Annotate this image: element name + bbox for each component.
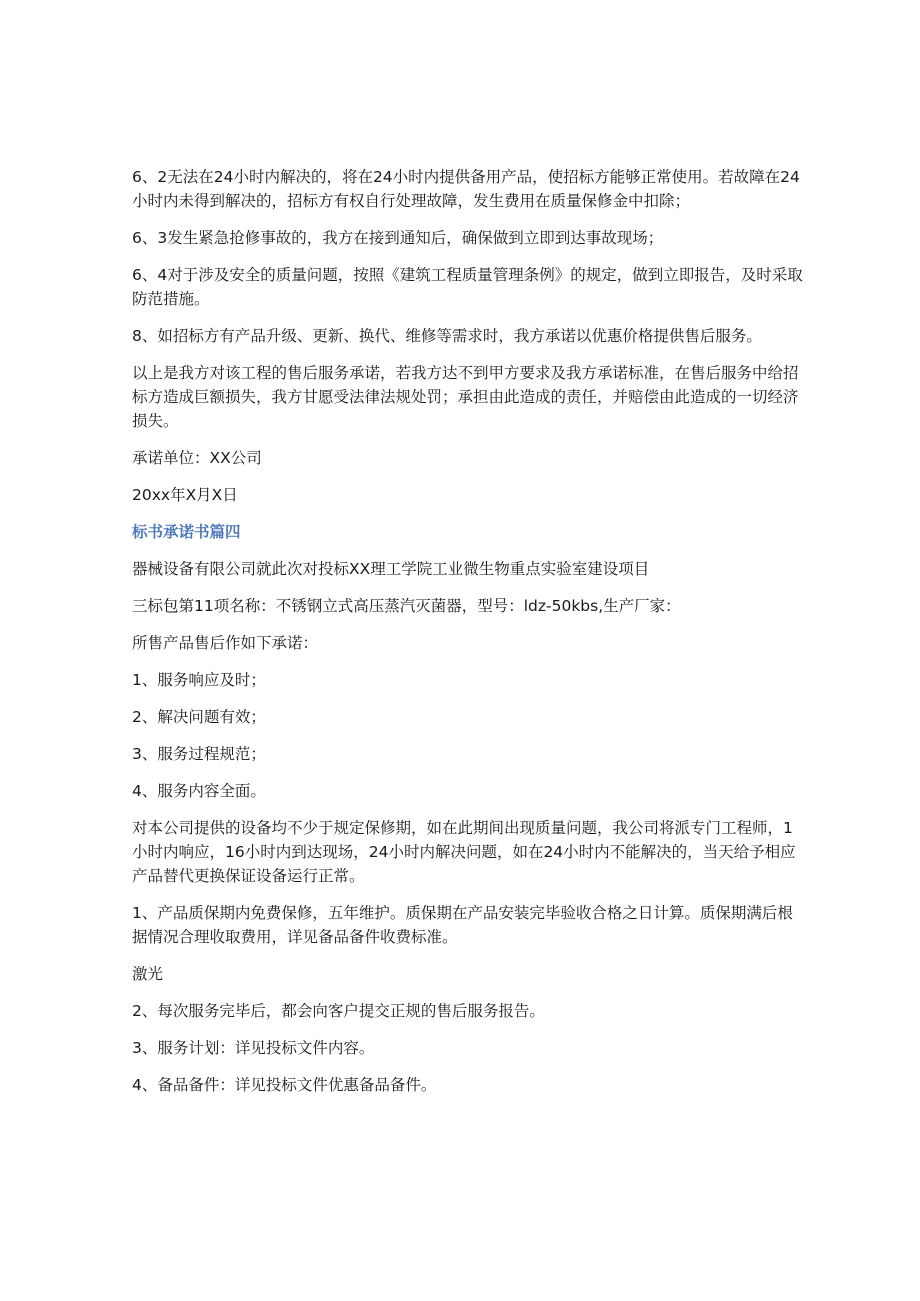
document-page [132, 165, 804, 1110]
warranty-item-2: 2、每次服务完毕后，都会向客户提交正规的售后服务报告。 [132, 1002, 545, 1020]
warranty-item-1: 1、产品质保期内免费保修，五年维护。质保期在产品安装完毕验收合格之日计算。质保期满后根据情况合理收取费用，详见备品备件收费标准。 [132, 904, 793, 946]
paragraph-6-2: 6、2无法在24小时内解决的，将在24小时内提供备用产品，使招标方能够正常使用。若故障在24小时内未得到解决的，招标方有权自行处理故障，发生费用在质量保修金中扣除； [132, 168, 800, 210]
intro-line-1: 器械设备有限公司就此次对投标XX理工学院工业微生物重点实验室建设项目 [132, 560, 650, 578]
intro-line-2: 三标包第11项名称：不锈钢立式高压蒸汽灭菌器，型号：ldz-50kbs,生产厂家： [132, 597, 681, 615]
warranty-paragraph: 对本公司提供的设备均不少于规定保修期，如在此期间出现质量问题，我公司将派专门工程师，1小时内响应，16小时内到达现场，24小时内解决问题，如在24小时内不能解决的，当天给予相应产品替代更换保证设备运行正常。 [132, 819, 796, 885]
list-item: 1、服务响应及时； [132, 671, 266, 689]
paragraph-8: 8、如招标方有产品升级、更新、换代、维修等需求时，我方承诺以优惠价格提供售后服务。 [132, 327, 762, 345]
warranty-item-3: 3、服务计划：详见投标文件内容。 [132, 1039, 375, 1057]
warranty-item-4: 4、备品备件：详见投标文件优惠备品备件。 [132, 1076, 437, 1094]
committing-unit: 承诺单位：XX公司 [132, 449, 262, 467]
list-item: 2、解决问题有效； [132, 708, 266, 726]
list-item: 3、服务过程规范； [132, 745, 266, 763]
intro-line-3: 所售产品售后作如下承诺： [132, 634, 319, 652]
paragraph-6-3: 6、3发生紧急抢修事故的，我方在接到通知后，确保做到立即到达事故现场； [132, 229, 664, 247]
laser-label: 激光 [132, 965, 164, 983]
paragraph-6-4: 6、4对于涉及安全的质量问题，按照《建筑工程质量管理条例》的规定，做到立即报告，及时采取防范措施。 [132, 266, 803, 308]
date-line: 20xx年X月X日 [132, 486, 238, 504]
list-item: 4、服务内容全面。 [132, 782, 266, 800]
paragraph-commitment-summary: 以上是我方对该工程的售后服务承诺，若我方达不到甲方要求及我方承诺标准，在售后服务中给招标方造成巨额损失，我方甘愿受法律法规处罚；承担由此造成的责任，并赔偿由此造成的一切经济损失。 [132, 364, 799, 430]
section-heading: 标书承诺书篇四 [132, 523, 241, 541]
